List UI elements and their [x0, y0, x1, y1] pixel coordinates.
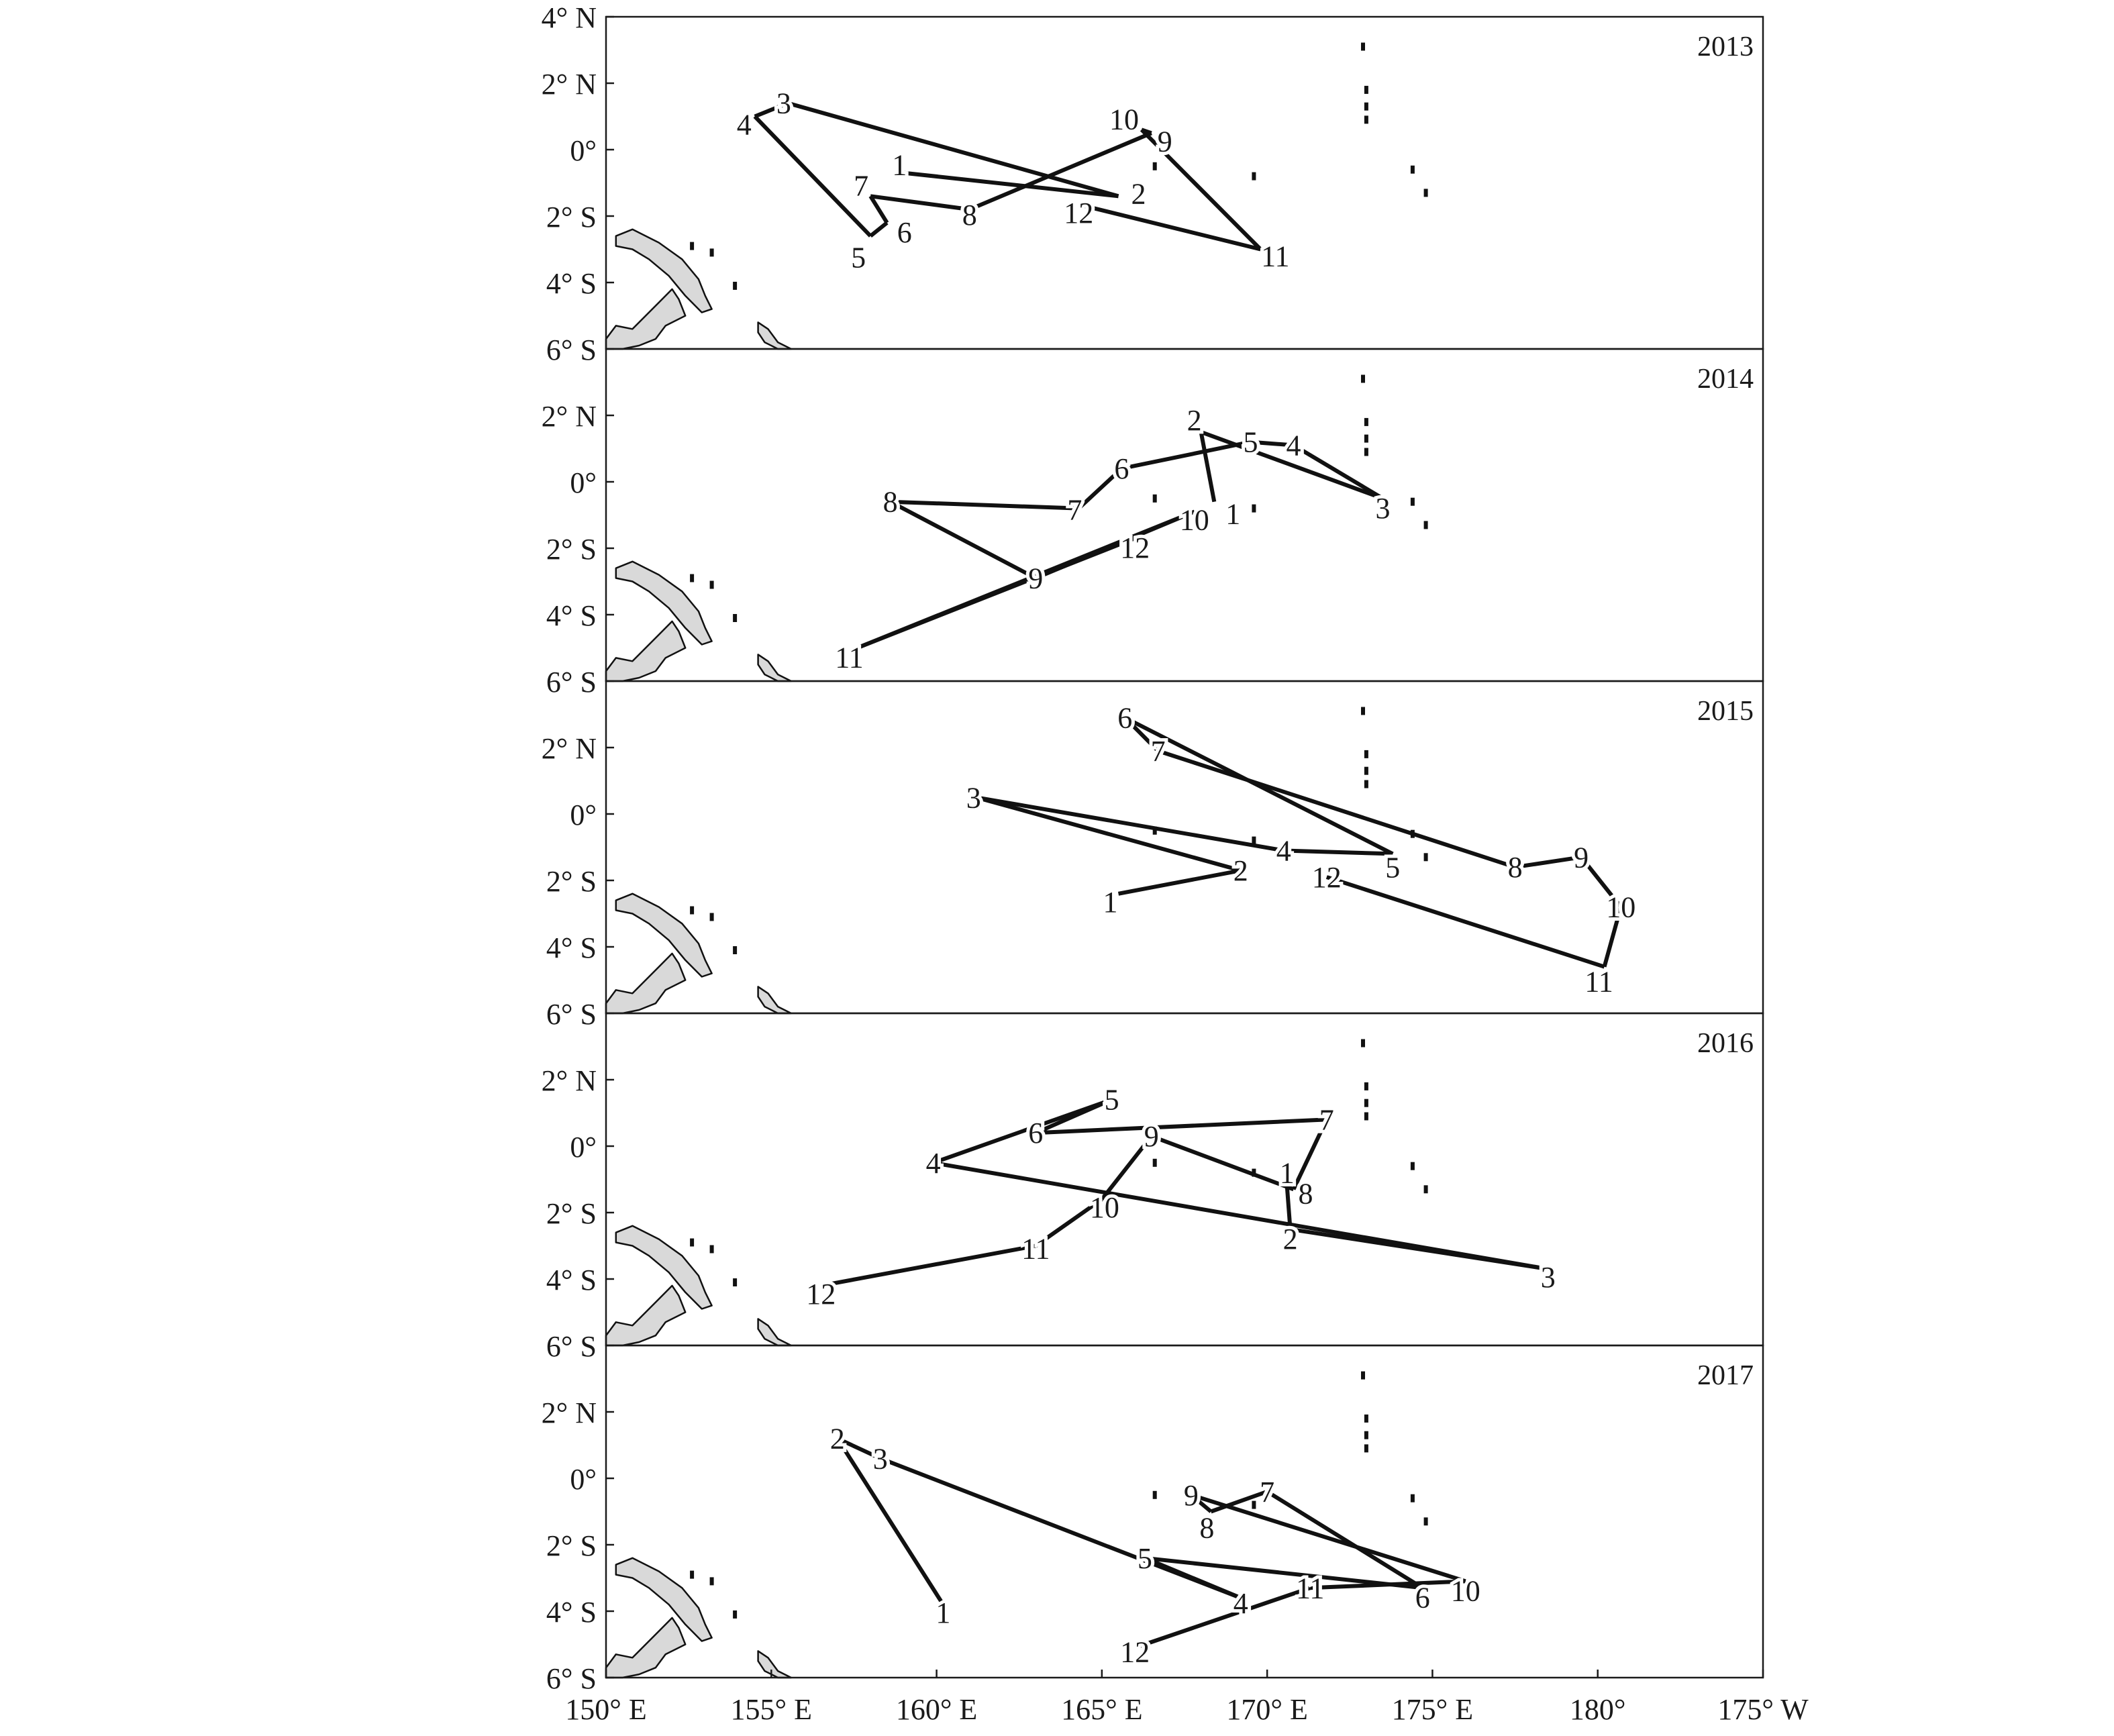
y-tick-label: 2° S: [546, 201, 597, 234]
y-tick-label: 2° S: [546, 533, 597, 566]
islet-6: [1361, 375, 1365, 383]
islet-7: [1364, 418, 1368, 426]
x-tick-label: 170° E: [1226, 1693, 1308, 1726]
y-tick-label: 2° N: [541, 1064, 597, 1097]
point-label-12: 12: [1064, 197, 1094, 230]
track-segment-1-2: [1201, 432, 1215, 502]
panel-2014: [542, 349, 1763, 699]
point-label-1: 1: [892, 148, 907, 182]
panel-2017: [542, 1345, 1763, 1695]
islet-1: [690, 907, 694, 915]
point-label-2: 2: [829, 1422, 845, 1456]
point-label-5: 5: [1385, 851, 1401, 884]
track-segment-6-7: [1036, 1119, 1327, 1133]
track-segment-2-3: [976, 797, 1241, 870]
point-label-12: 12: [1120, 531, 1150, 565]
islet-1: [690, 242, 694, 250]
point-label-6: 6: [897, 215, 912, 249]
point-label-4: 4: [1286, 429, 1301, 462]
point-label-9: 9: [1183, 1478, 1199, 1512]
point-label-8: 8: [1298, 1177, 1313, 1211]
point-label-1: 1: [1103, 885, 1118, 919]
islet-8: [1364, 1099, 1368, 1107]
bougainville-land: [758, 322, 791, 349]
point-label-3: 3: [1375, 491, 1391, 525]
islet-11: [1424, 853, 1428, 861]
islet-6: [1361, 43, 1365, 51]
islet-9: [1364, 1444, 1368, 1452]
point-label-1: 1: [936, 1596, 951, 1630]
year-label: 2013: [1697, 32, 1754, 62]
y-tick-label: 6° S: [546, 666, 597, 699]
point-label-3: 3: [776, 87, 791, 120]
point-label-4: 4: [1276, 834, 1291, 868]
x-tick-label: 155° E: [730, 1693, 813, 1726]
track-segment-6-7: [870, 196, 887, 223]
new-britain-land: [606, 1618, 685, 1678]
islet-5: [1252, 172, 1256, 181]
y-tick-label: 0°: [570, 134, 597, 167]
point-label-10: 10: [1179, 503, 1209, 537]
point-label-9: 9: [1574, 841, 1589, 874]
point-label-8: 8: [883, 485, 898, 519]
islet-10: [1411, 1494, 1415, 1502]
y-tick-label: 6° S: [546, 334, 597, 366]
x-tick-label: 180°: [1569, 1693, 1626, 1726]
track-segment-11-12: [1085, 206, 1260, 249]
panel-2016: [542, 1013, 1763, 1363]
islet-8: [1364, 767, 1368, 775]
islet-2: [710, 913, 714, 921]
point-label-8: 8: [1507, 851, 1523, 884]
point-label-6: 6: [1117, 701, 1133, 735]
islet-10: [1411, 498, 1415, 506]
y-tick-label: 2° N: [541, 1396, 597, 1429]
islet-11: [1424, 1185, 1428, 1193]
point-label-7: 7: [1260, 1475, 1275, 1509]
islet-6: [1361, 707, 1365, 715]
y-tick-label: 6° S: [546, 1662, 597, 1695]
point-label-3: 3: [966, 781, 981, 815]
x-tick-label: 165° E: [1061, 1693, 1143, 1726]
islet-11: [1424, 1517, 1428, 1525]
islet-7: [1364, 750, 1368, 758]
point-label-2: 2: [1233, 854, 1248, 888]
islet-3: [733, 282, 737, 290]
y-tick-label: 0°: [570, 466, 597, 499]
islet-8: [1364, 435, 1368, 443]
islet-7: [1364, 1082, 1368, 1090]
y-tick-label: 4° N: [541, 1, 597, 34]
x-tick-label: 160° E: [895, 1693, 978, 1726]
point-label-3: 3: [872, 1442, 888, 1476]
point-label-4: 4: [1233, 1587, 1248, 1621]
y-tick-label: 4° S: [546, 931, 597, 964]
point-label-6: 6: [1028, 1117, 1044, 1150]
track-segment-8-9: [1515, 857, 1582, 867]
point-label-12: 12: [1311, 861, 1342, 894]
point-label-5: 5: [851, 241, 866, 274]
y-tick-label: 0°: [570, 1131, 597, 1164]
islet-2: [710, 581, 714, 589]
islet-2: [710, 248, 714, 256]
point-label-6: 6: [1415, 1581, 1430, 1615]
point-label-9: 9: [1144, 1120, 1159, 1154]
islet-10: [1411, 1162, 1415, 1170]
islet-1: [690, 1239, 694, 1247]
point-label-8: 8: [1199, 1511, 1215, 1545]
new-britain-land: [606, 289, 685, 349]
track-segment-2-3: [788, 103, 1119, 197]
islet-9: [1364, 780, 1368, 788]
islet-5: [1252, 1501, 1256, 1509]
y-tick-label: 2° S: [546, 1529, 597, 1562]
track-segment-11-12: [1135, 1588, 1310, 1647]
islet-8: [1364, 1431, 1368, 1439]
point-label-4: 4: [925, 1146, 941, 1180]
point-label-9: 9: [1028, 562, 1044, 595]
point-label-3: 3: [1540, 1261, 1556, 1294]
point-label-6: 6: [1114, 452, 1129, 486]
islet-5: [1252, 505, 1256, 513]
track-segment-5-6: [1036, 1100, 1111, 1133]
point-label-12: 12: [806, 1277, 836, 1311]
new-britain-land: [606, 621, 685, 681]
islet-6: [1361, 1372, 1365, 1380]
islet-10: [1411, 166, 1415, 174]
point-label-4: 4: [736, 108, 752, 142]
bougainville-land: [758, 1651, 791, 1678]
point-label-7: 7: [854, 169, 869, 203]
track-segment-5-6: [1121, 442, 1250, 469]
track-segment-11-12: [821, 1246, 1036, 1286]
islet-3: [733, 614, 737, 622]
islet-9: [1364, 115, 1368, 123]
y-tick-label: 6° S: [546, 998, 597, 1031]
islet-1: [690, 574, 694, 582]
point-label-5: 5: [1243, 425, 1258, 459]
point-label-5: 5: [1104, 1083, 1119, 1117]
bougainville-land: [758, 986, 791, 1013]
islet-1: [690, 1571, 694, 1579]
bougainville-land: [758, 654, 791, 681]
y-tick-label: 0°: [570, 1463, 597, 1496]
y-tick-label: 0°: [570, 799, 597, 831]
bougainville-land: [758, 1319, 791, 1345]
islet-11: [1424, 521, 1428, 529]
y-tick-label: 4° S: [546, 1264, 597, 1296]
islet-3: [733, 946, 737, 954]
track-segment-8-9: [970, 133, 1152, 209]
track-segment-11-12: [857, 538, 1135, 648]
point-label-11: 11: [1261, 240, 1290, 273]
islet-3: [733, 1278, 737, 1286]
point-label-7: 7: [1150, 735, 1166, 768]
point-label-7: 7: [1067, 493, 1083, 527]
islet-9: [1364, 1113, 1368, 1121]
track-segment-7-8: [870, 196, 970, 209]
islet-11: [1424, 189, 1428, 197]
y-tick-label: 4° S: [546, 599, 597, 632]
point-label-11: 11: [1296, 1572, 1325, 1605]
new-britain-land: [606, 954, 685, 1013]
islet-4: [1153, 1491, 1157, 1499]
y-tick-label: 4° S: [546, 267, 597, 300]
track-segment-8-9: [891, 502, 1036, 578]
point-label-12: 12: [1120, 1635, 1150, 1669]
track-segment-8-9: [1152, 1136, 1294, 1189]
islet-4: [1153, 1159, 1157, 1167]
point-label-10: 10: [1109, 103, 1139, 136]
point-label-2: 2: [1131, 177, 1146, 211]
islet-4: [1153, 162, 1157, 170]
year-label: 2015: [1697, 696, 1754, 727]
islet-3: [733, 1611, 737, 1619]
point-label-1: 1: [1225, 497, 1241, 531]
point-label-10: 10: [1606, 890, 1636, 924]
track-segment-1-2: [1119, 870, 1241, 894]
point-label-8: 8: [962, 199, 977, 232]
track-segment-7-8: [1158, 751, 1515, 867]
year-label: 2014: [1697, 364, 1754, 395]
point-label-7: 7: [1319, 1103, 1334, 1137]
x-tick-label: 150° E: [565, 1693, 647, 1726]
point-label-11: 11: [835, 641, 864, 674]
y-tick-label: 6° S: [546, 1330, 597, 1363]
islet-6: [1361, 1039, 1365, 1048]
point-label-9: 9: [1157, 125, 1172, 158]
track-segment-4-5: [1284, 851, 1393, 854]
point-label-5: 5: [1137, 1541, 1152, 1575]
point-label-10: 10: [1450, 1574, 1480, 1608]
x-tick-label: 175° W: [1717, 1693, 1809, 1726]
year-label: 2017: [1697, 1360, 1754, 1391]
islet-2: [710, 1577, 714, 1585]
islet-4: [1153, 495, 1157, 503]
islet-8: [1364, 103, 1368, 111]
point-label-11: 11: [1584, 965, 1613, 999]
panel-2015: [542, 681, 1763, 1031]
point-label-2: 2: [1187, 403, 1202, 437]
y-tick-label: 4° S: [546, 1596, 597, 1629]
islet-7: [1364, 1415, 1368, 1423]
track-segment-3-4: [976, 797, 1284, 850]
track-segment-5-6: [870, 223, 887, 236]
y-tick-label: 2° S: [546, 1197, 597, 1230]
panel-frame: [606, 1013, 1763, 1345]
new-britain-land: [606, 1286, 685, 1345]
y-tick-label: 2° S: [546, 865, 597, 898]
point-label-11: 11: [1021, 1232, 1050, 1266]
point-label-1: 1: [1279, 1156, 1295, 1190]
panels-group: [542, 1, 1763, 1695]
year-label: 2016: [1697, 1028, 1754, 1059]
panel-2013: [542, 1, 1763, 366]
track-segment-7-8: [891, 502, 1079, 509]
point-label-2: 2: [1282, 1222, 1298, 1256]
y-tick-label: 2° N: [541, 732, 597, 765]
y-tick-label: 2° N: [541, 68, 597, 101]
point-label-10: 10: [1089, 1191, 1119, 1225]
track-segment-11-12: [1327, 877, 1605, 967]
islet-7: [1364, 86, 1368, 94]
panel-frame: [606, 17, 1763, 349]
islet-2: [710, 1245, 714, 1254]
islet-9: [1364, 448, 1368, 456]
x-tick-label: 175° E: [1391, 1693, 1474, 1726]
y-tick-label: 2° N: [541, 400, 597, 433]
